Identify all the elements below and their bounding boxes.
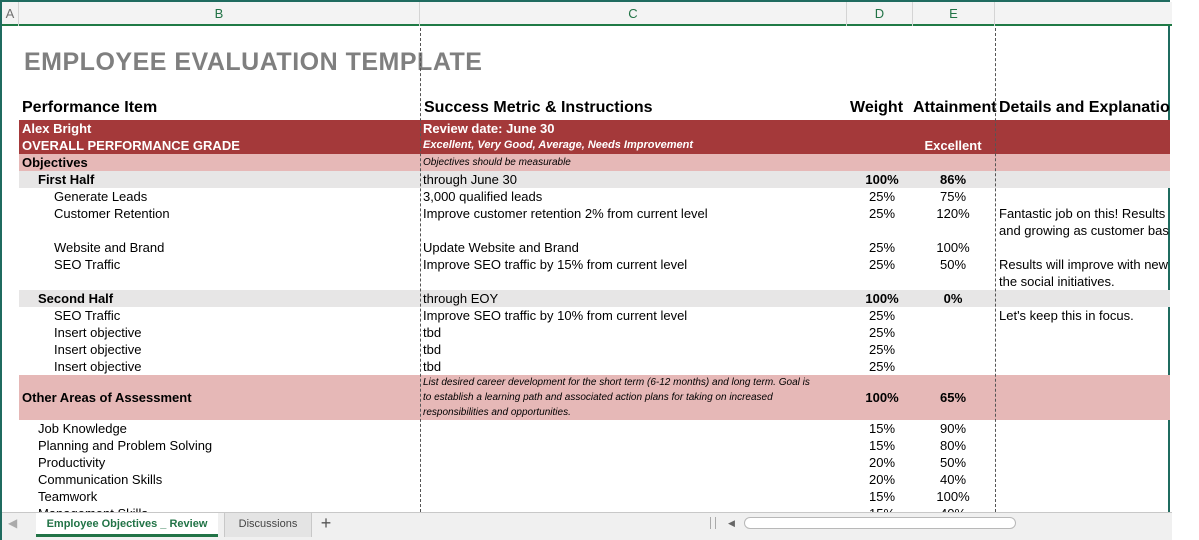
objective-item: Generate Leads (54, 189, 148, 204)
scroll-left-icon[interactable]: ◀ (728, 518, 735, 528)
second-half-attainment: 0% (943, 291, 963, 306)
header-attainment: Attainment (913, 99, 997, 116)
grade-scale: Excellent, Very Good, Average, Needs Improvement (423, 139, 694, 151)
objective-metric: Improve customer retention 2% from current level (423, 206, 708, 221)
table-row[interactable] (19, 341, 1170, 358)
objectives-note: Objectives should be measurable (423, 157, 571, 168)
other-areas-label: Other Areas of Assessment (22, 390, 192, 405)
column-header-e[interactable]: E (913, 2, 995, 26)
objective-attainment: 100% (936, 240, 970, 255)
assessment-weight: 20% (868, 455, 896, 470)
assessment-attainment: 40% (939, 472, 967, 487)
objective-weight: 25% (868, 342, 896, 357)
objectives-row[interactable] (19, 154, 1170, 171)
objective-details: Results will improve with new (999, 257, 1169, 272)
table-row[interactable] (19, 471, 1170, 488)
table-row[interactable] (19, 420, 1170, 437)
table-row[interactable] (19, 307, 1170, 324)
table-row[interactable] (19, 222, 1170, 239)
table-row[interactable] (19, 358, 1170, 375)
objective-metric: Update Website and Brand (423, 240, 579, 255)
column-header-f[interactable] (995, 2, 1172, 26)
header-success-metric: Success Metric & Instructions (424, 99, 653, 116)
objective-weight: 25% (868, 257, 896, 272)
objective-metric: Improve SEO traffic by 10% from current level (423, 308, 688, 323)
second-half-metric: through EOY (423, 291, 499, 306)
other-areas-note-1: List desired career development for the short term (6-12 months) and long term. Goal is (423, 377, 810, 388)
objective-weight: 25% (868, 240, 896, 255)
horizontal-scrollbar[interactable] (722, 516, 1170, 530)
objective-item: Insert objective (54, 359, 142, 374)
objective-item: Website and Brand (54, 240, 165, 255)
header-details: Details and Explanatio (999, 99, 1170, 116)
objective-attainment: 50% (939, 257, 967, 272)
table-row[interactable] (19, 205, 1170, 222)
objective-metric: Improve SEO traffic by 15% from current level (423, 257, 688, 272)
other-areas-weight: 100% (865, 390, 899, 405)
table-row[interactable] (19, 324, 1170, 341)
objective-metric: tbd (423, 325, 442, 340)
second-half-row[interactable] (19, 290, 1170, 307)
objective-details: Let's keep this in focus. (999, 308, 1134, 323)
overall-grade-label: OVERALL PERFORMANCE GRADE (22, 138, 240, 153)
table-row[interactable] (19, 239, 1170, 256)
page-break-line (420, 28, 421, 512)
header-weight: Weight (850, 99, 904, 116)
table-row[interactable] (19, 188, 1170, 205)
scrollbar-splitter[interactable] (710, 517, 716, 529)
assessment-item: Communication Skills (38, 472, 163, 487)
employee-name: Alex Bright (22, 121, 92, 136)
assessment-item: Job Knowledge (38, 421, 127, 436)
column-header-c[interactable]: C (420, 2, 847, 26)
column-header-bar (2, 2, 1172, 26)
objective-item: Insert objective (54, 342, 142, 357)
objective-metric: 3,000 qualified leads (423, 189, 543, 204)
objective-item: Customer Retention (54, 206, 170, 221)
page-break-line (995, 28, 996, 512)
overall-grade-row[interactable] (19, 137, 1170, 154)
objectives-label: Objectives (22, 155, 88, 170)
tab-employee-objectives-review[interactable]: Employee Objectives _ Review (36, 513, 218, 537)
first-half-metric: through June 30 (423, 172, 517, 187)
objective-attainment: 75% (939, 189, 967, 204)
table-row[interactable] (19, 454, 1170, 471)
other-areas-row[interactable] (19, 375, 1170, 420)
objective-weight: 25% (868, 308, 896, 323)
objective-item: Insert objective (54, 325, 142, 340)
worksheet-grid[interactable] (2, 28, 1172, 512)
assessment-weight: 15% (868, 489, 896, 504)
objective-details-continued: the social initiatives. (999, 274, 1115, 289)
second-half-label: Second Half (38, 291, 114, 306)
sheet-tab-bar (2, 512, 1172, 540)
column-header-a[interactable]: A (2, 2, 19, 26)
first-half-row[interactable] (19, 171, 1170, 188)
employee-name-row[interactable] (19, 120, 1170, 137)
column-header-b[interactable]: B (19, 2, 420, 26)
objective-metric: tbd (423, 342, 442, 357)
objective-weight: 25% (868, 325, 896, 340)
scrollbar-thumb[interactable] (744, 517, 1016, 529)
table-row[interactable] (19, 273, 1170, 290)
second-half-weight: 100% (865, 291, 899, 306)
assessment-weight: 15% (868, 438, 896, 453)
objective-details: Fantastic job on this! Results (999, 206, 1166, 221)
assessment-weight: 15% (868, 421, 896, 436)
table-row[interactable] (19, 437, 1170, 454)
assessment-item: Teamwork (38, 489, 98, 504)
objective-item: SEO Traffic (54, 308, 121, 323)
first-half-label: First Half (38, 172, 95, 187)
objective-attainment: 120% (936, 206, 970, 221)
assessment-item: Productivity (38, 455, 106, 470)
assessment-attainment: 50% (939, 455, 967, 470)
objective-weight: 25% (868, 359, 896, 374)
objective-weight: 25% (868, 206, 896, 221)
other-areas-attainment: 65% (939, 390, 967, 405)
other-areas-note-3: responsibilities and opportunities. (423, 407, 571, 418)
assessment-attainment: 80% (939, 438, 967, 453)
objective-weight: 25% (868, 189, 896, 204)
tab-scroll-icon[interactable]: ◀ (8, 516, 18, 530)
assessment-weight: 20% (868, 472, 896, 487)
page-title: EMPLOYEE EVALUATION TEMPLATE (24, 48, 483, 76)
first-half-attainment: 86% (939, 172, 967, 187)
assessment-attainment: 90% (939, 421, 967, 436)
assessment-attainment: 100% (936, 489, 970, 504)
assessment-item: Planning and Problem Solving (38, 438, 213, 453)
review-date: Review date: June 30 (423, 121, 555, 136)
objective-item: SEO Traffic (54, 257, 121, 272)
header-performance-item: Performance Item (22, 99, 158, 116)
table-row[interactable] (19, 488, 1170, 505)
column-header-d[interactable]: D (847, 2, 913, 26)
overall-grade-value: Excellent (924, 138, 982, 153)
first-half-weight: 100% (865, 172, 899, 187)
add-sheet-button[interactable]: + (320, 513, 332, 533)
other-areas-note-2: to establish a learning path and associated action plans for taking on increased (423, 392, 773, 403)
objective-details-continued: and growing as customer bas (999, 223, 1169, 238)
tab-discussions[interactable]: Discussions (224, 513, 312, 537)
objective-metric: tbd (423, 359, 442, 374)
table-row[interactable] (19, 256, 1170, 273)
